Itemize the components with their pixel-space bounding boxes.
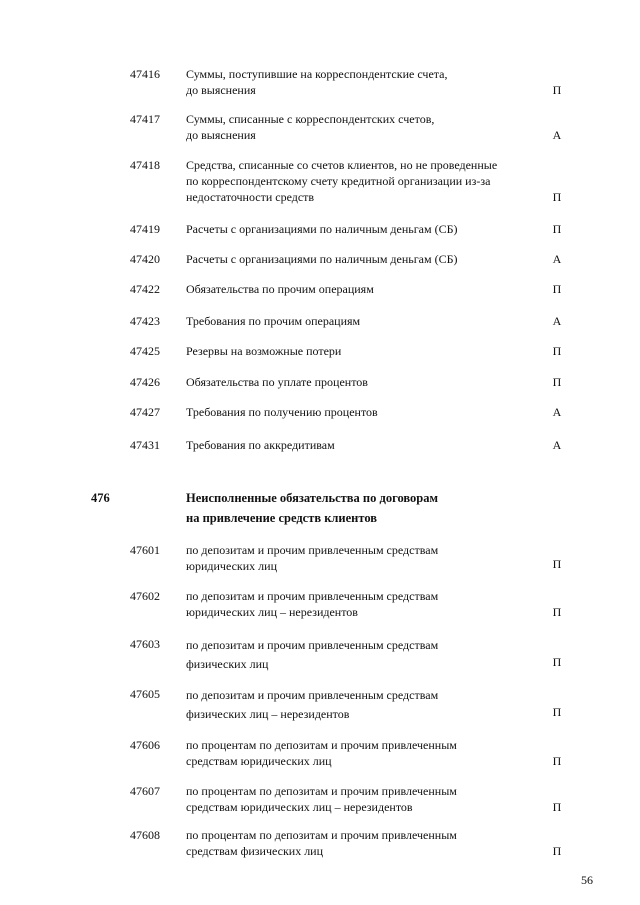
account-code: 47605 [130, 687, 160, 701]
account-description: по процентам по депозитам и прочим привлеченным средствам юридических лиц [186, 738, 457, 768]
account-type: П [552, 344, 562, 358]
section-code: 476 [91, 491, 110, 505]
account-type: П [552, 800, 562, 814]
account-code: 47608 [130, 828, 160, 842]
account-description: по процентам по депозитам и прочим привлеченным средствам юридических лиц – нерезидентов [186, 784, 457, 814]
account-description: Суммы, списанные с корреспондентских счетов, до выяснения [186, 112, 435, 142]
account-description: по депозитам и прочим привлеченным средствам юридических лиц [186, 543, 439, 573]
account-description: по депозитам и прочим привлеченным средствам юридических лиц – нерезидентов [186, 589, 439, 619]
account-code: 47601 [130, 543, 160, 557]
account-type: П [552, 222, 562, 236]
account-code: 47423 [130, 314, 160, 328]
account-code: 47418 [130, 158, 160, 172]
account-description: Суммы, поступившие на корреспондентские счета, до выяснения [186, 67, 448, 97]
account-code: 47427 [130, 405, 160, 419]
page-number: 56 [581, 873, 593, 887]
account-code: 47431 [130, 438, 160, 452]
account-description: Требования по аккредитивам [186, 438, 335, 452]
account-type: П [552, 375, 562, 389]
account-code: 47425 [130, 344, 160, 358]
account-type: П [552, 190, 562, 204]
account-code: 47420 [130, 252, 160, 266]
account-description: по процентам по депозитам и прочим привлеченным средствам физических лиц [186, 828, 457, 858]
account-code: 47419 [130, 222, 160, 236]
account-type: П [552, 83, 562, 97]
account-description: Резервы на возможные потери [186, 344, 342, 358]
account-code: 47606 [130, 738, 160, 752]
account-type: П [552, 844, 562, 858]
account-type: А [552, 128, 562, 142]
account-type: П [552, 705, 562, 719]
account-type: А [552, 438, 562, 452]
account-type: П [552, 282, 562, 296]
account-type: П [552, 754, 562, 768]
account-type: П [552, 605, 562, 619]
account-description: по депозитам и прочим привлеченным средствам физических лиц – нерезидентов [186, 688, 439, 721]
account-type: А [552, 252, 562, 266]
account-description: Расчеты с организациями по наличным деньгам (СБ) [186, 222, 458, 236]
account-description: Обязательства по уплате процентов [186, 375, 368, 389]
account-code: 47607 [130, 784, 160, 798]
account-code: 47422 [130, 282, 160, 296]
account-type: П [552, 655, 562, 669]
account-description: по депозитам и прочим привлеченным средствам физических лиц [186, 638, 439, 671]
account-description: Средства, списанные со счетов клиентов, но не проведенные по корреспондентскому счету кредитной организации из-за недостаточности средств [186, 158, 498, 204]
account-description: Расчеты с организациями по наличным деньгам (СБ) [186, 252, 458, 266]
account-description: Обязательства по прочим операциям [186, 282, 374, 296]
account-code: 47416 [130, 67, 160, 81]
account-type: П [552, 557, 562, 571]
account-code: 47603 [130, 637, 160, 651]
account-type: А [552, 314, 562, 328]
account-description: Требования по получению процентов [186, 405, 378, 419]
account-description: Требования по прочим операциям [186, 314, 361, 328]
section-title: Неисполненные обязательства по договорам на привлечение средств клиентов [186, 491, 439, 525]
account-code: 47417 [130, 112, 160, 126]
account-code: 47426 [130, 375, 160, 389]
account-code: 47602 [130, 589, 160, 603]
account-type: А [552, 405, 562, 419]
